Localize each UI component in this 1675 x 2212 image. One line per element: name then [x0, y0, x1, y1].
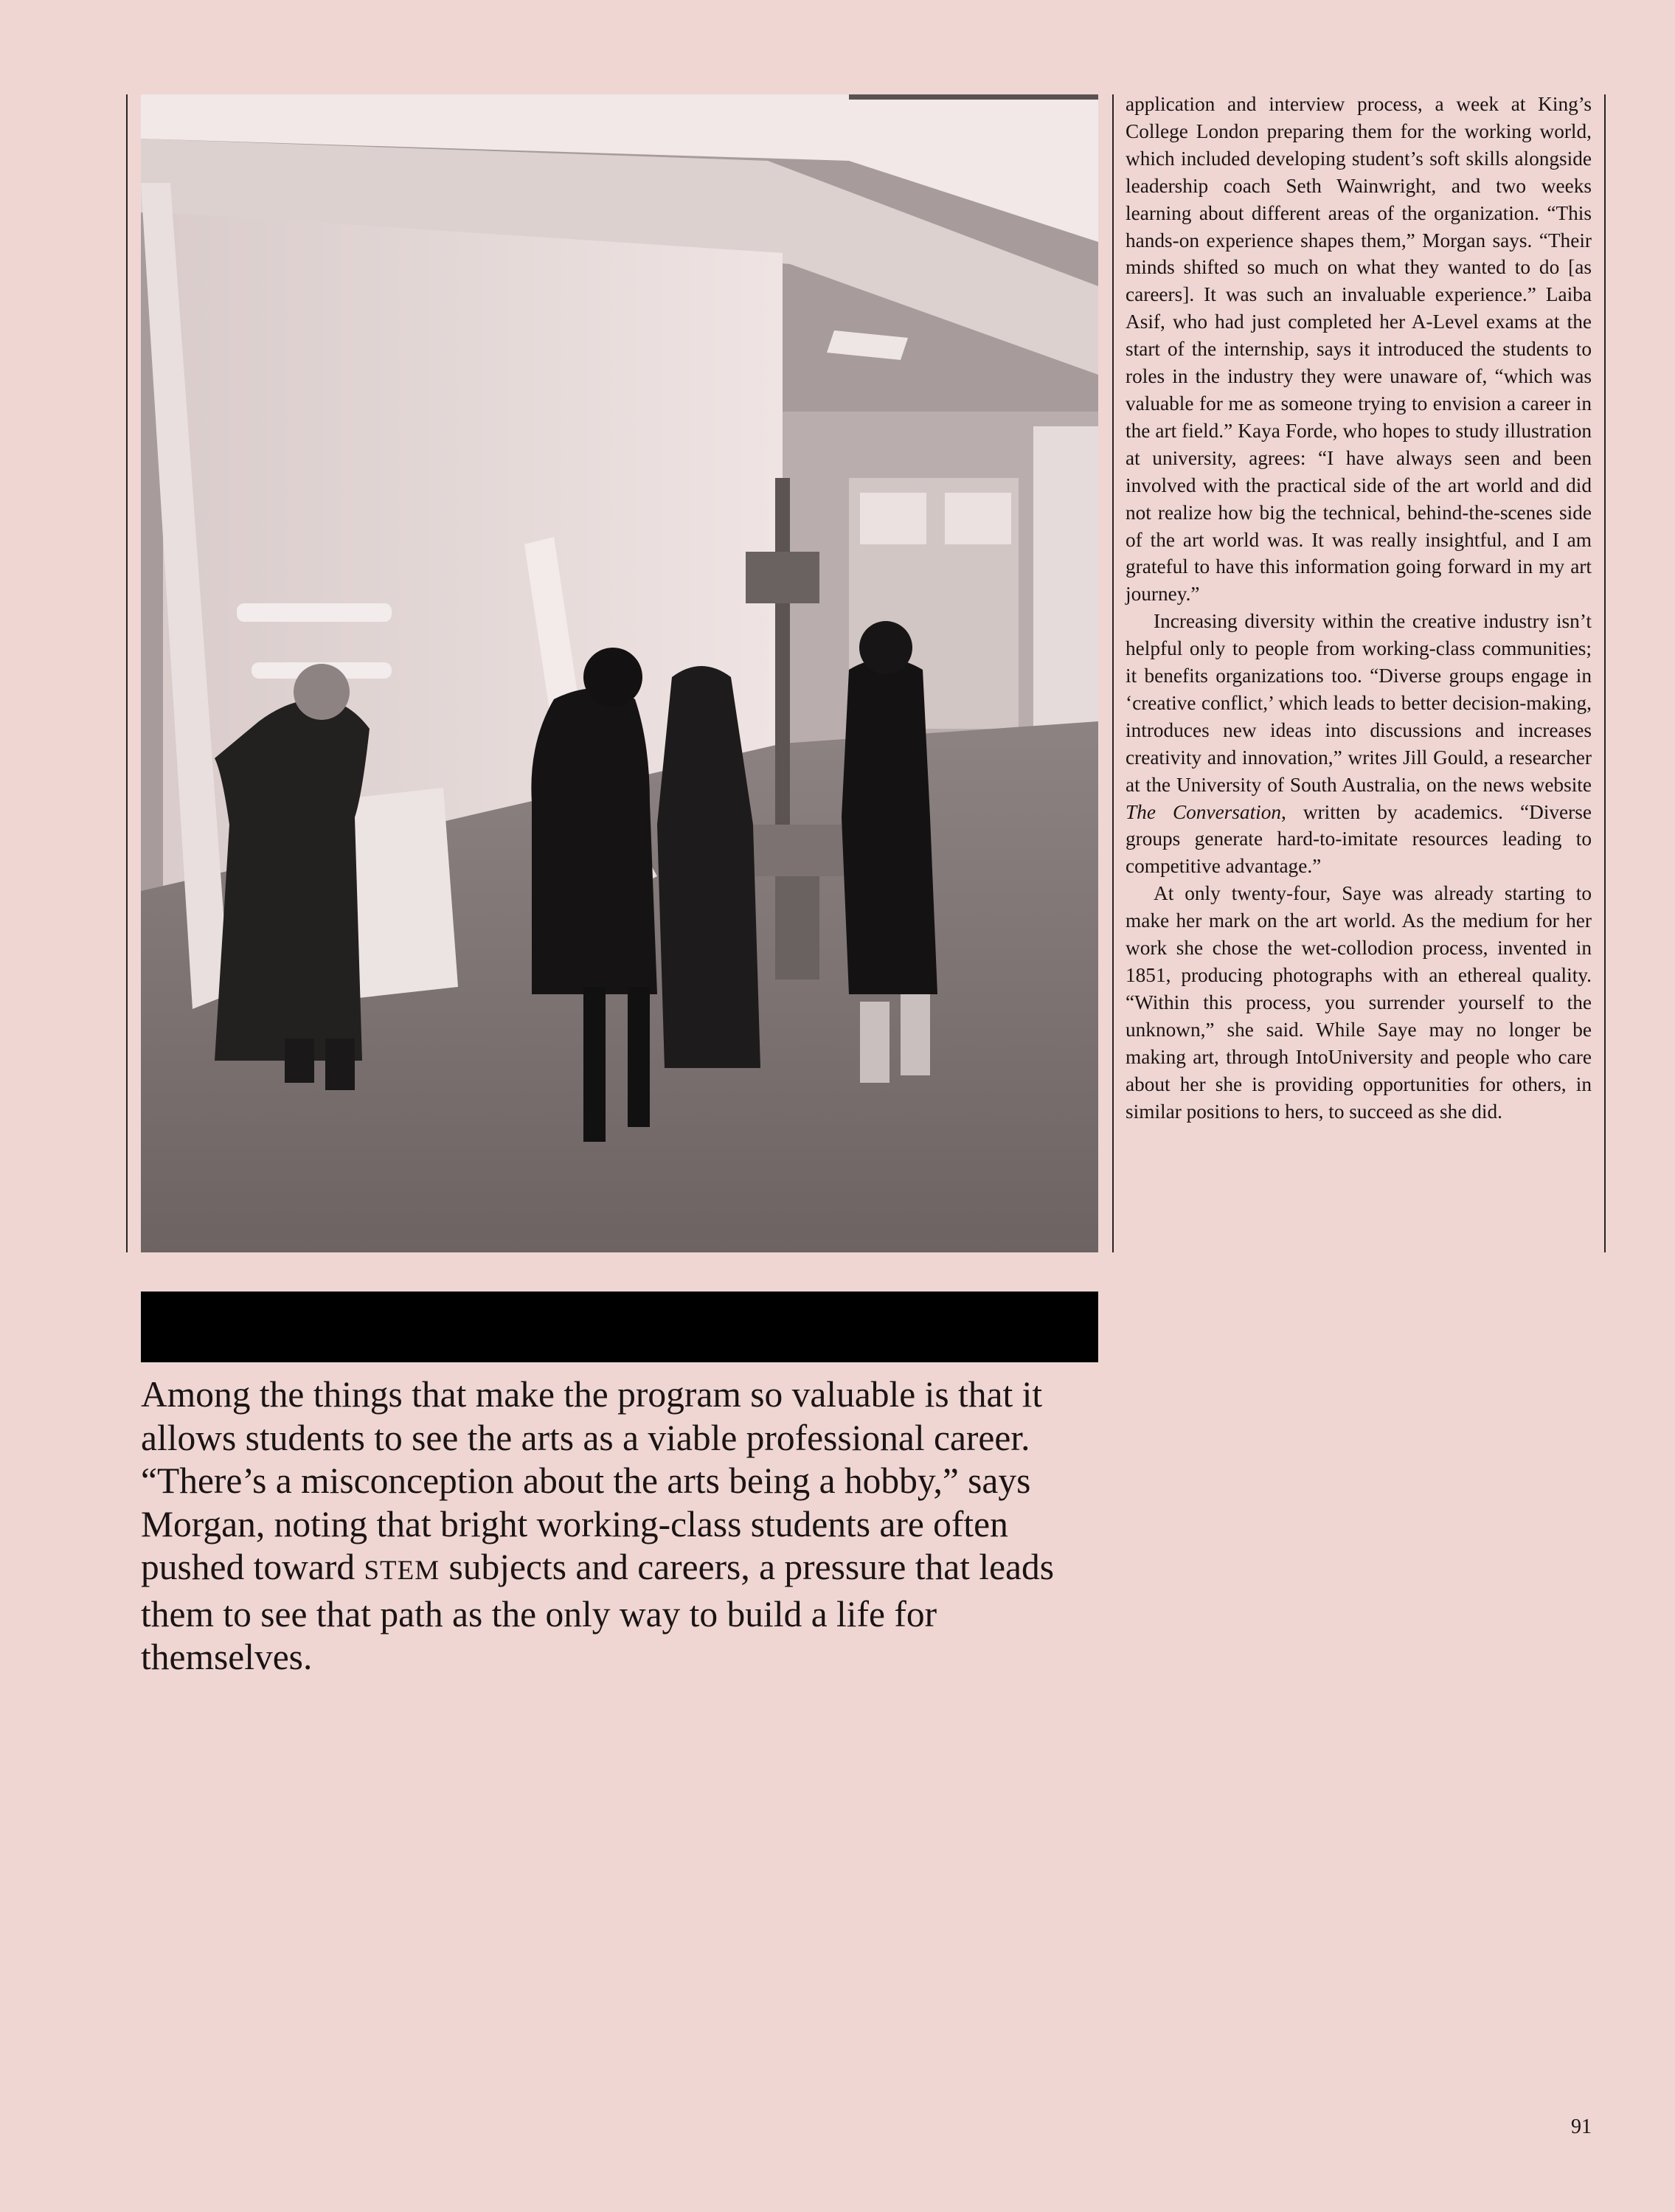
article-column	[1126, 91, 1592, 1125]
page-number: 91	[1571, 2115, 1592, 2138]
paragraph-3-text: At only twenty-four, Saye was already starting to make her mark on the art world. As the medium for her work she chose the wet-collodion process, invented in 1851, producing photographs with an ethereal quality. “Within this process, you surrender yourself to the unknown,” she said. While Saye may no longer be making art, through IntoUniversity and people who care about her she is providing opportunities for others, in similar positions to hers, to succeed as she did.	[1126, 882, 1592, 1123]
pullquote-text-a: Among the things that make the program so valuable is that it allows students to see the arts as a viable professional career. “There’s a misconception about the arts being a hobby,” says Morgan, noting that bright working-class students are often pushed toward	[141, 1374, 1043, 1587]
paragraph-2-text-a: Increasing diversity within the creative industry isn’t helpful only to people from working-class communities; it benefits organizations too. “Diverse groups engage in ‘creative conflict,’ which leads to better decision-making, introduces new ideas into discussions and increases creativity and innovation,” writes Jill Gould, a researcher at the University of South Australia, on the news website	[1126, 610, 1592, 796]
pullquote-text-b: subjects and careers, a pressure that leads them to see that path as the only way to build a life for themselves.	[141, 1547, 1055, 1677]
paragraph-2-text-b: , written by academics. “Diverse groups generate hard-to-imitate resources leading to competitive advantage.”	[1126, 800, 1592, 878]
column-rule-right	[1604, 94, 1606, 1252]
pullquote	[141, 1373, 1107, 1679]
article-paragraph-2	[1126, 608, 1592, 880]
article-paragraph-1	[1126, 91, 1592, 608]
publication-title: The Conversation	[1126, 800, 1282, 823]
paragraph-1-text: application and interview process, a week at King’s College London preparing them for the working world, which included developing student’s soft skills alongside leadership coach Seth Wainwright, and two weeks learning about different areas of the organization. “This hands-on experience shapes them,” Morgan says. “Their minds shifted so much on what they wanted to do [as careers]. It was such an invaluable experience.” Laiba Asif, who had just completed her A-Level exams at the start of the internship, says it introduced the students to roles in the industry they were unaware of, “which was valuable for me as someone trying to envision a career in the art field.” Kaya Forde, who hopes to study illustration at university, agrees: “I have always seen and been involved with the practical side of the art world and did not realize how big the technical, behind-the-scenes side of the art world was. It was really insightful, and I am grateful to have this information going forward in my art journey.”	[1126, 93, 1592, 606]
column-rule-left	[126, 94, 128, 1252]
article-paragraph-3	[1126, 880, 1592, 1125]
pullquote-bar	[141, 1292, 1098, 1362]
studio-photograph	[141, 94, 1098, 1252]
pullquote-smallcaps: STEM	[364, 1556, 440, 1586]
column-rule-middle	[1112, 94, 1114, 1252]
